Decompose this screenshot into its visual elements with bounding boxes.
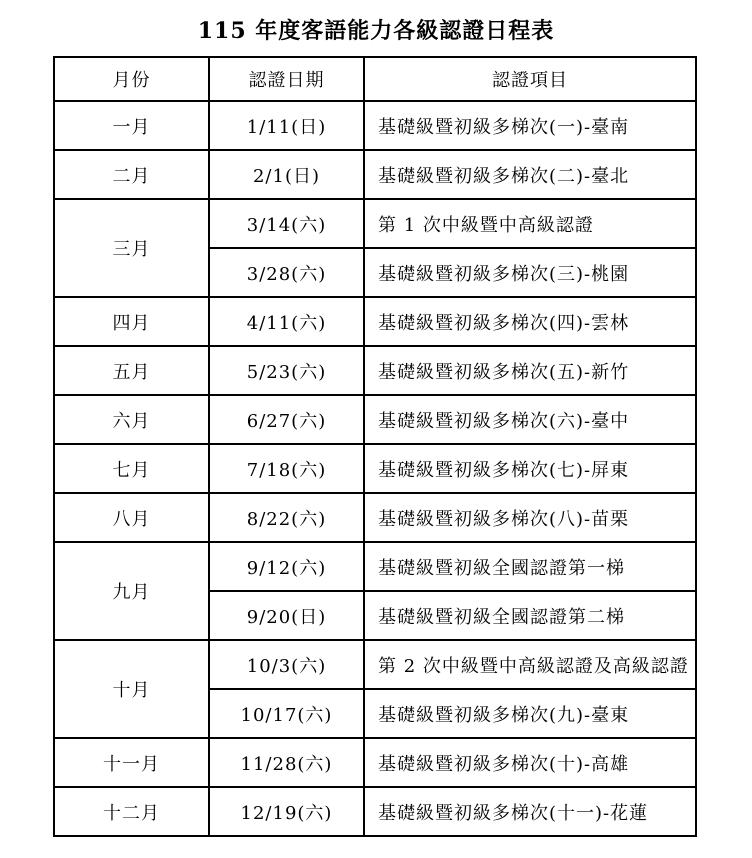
month-cell: 一月	[54, 101, 209, 150]
item-cell: 基礎級暨初級多梯次(四)-雲林	[364, 297, 696, 346]
date-cell: 9/20(日)	[209, 591, 364, 640]
month-cell: 三月	[54, 199, 209, 297]
item-cell: 基礎級暨初級全國認證第一梯	[364, 542, 696, 591]
date-cell: 10/3(六)	[209, 640, 364, 689]
date-cell: 5/23(六)	[209, 346, 364, 395]
month-cell: 十月	[54, 640, 209, 738]
col-header-date: 認證日期	[209, 57, 364, 101]
month-cell: 四月	[54, 297, 209, 346]
table-row	[54, 101, 696, 150]
col-header-item: 認證項目	[364, 57, 696, 101]
table-row	[54, 150, 696, 199]
table-row	[54, 297, 696, 346]
date-cell: 3/14(六)	[209, 199, 364, 248]
table-row	[54, 738, 696, 787]
item-cell: 基礎級暨初級多梯次(二)-臺北	[364, 150, 696, 199]
item-cell: 基礎級暨初級多梯次(十)-高雄	[364, 738, 696, 787]
date-cell: 10/17(六)	[209, 689, 364, 738]
date-cell: 7/18(六)	[209, 444, 364, 493]
col-header-month: 月份	[54, 57, 209, 101]
table-row	[54, 493, 696, 542]
month-cell: 十二月	[54, 787, 209, 836]
page-title: 115 年度客語能力各級認證日程表	[197, 18, 555, 44]
item-cell: 基礎級暨初級多梯次(五)-新竹	[364, 346, 696, 395]
date-cell: 12/19(六)	[209, 787, 364, 836]
date-cell: 11/28(六)	[209, 738, 364, 787]
item-cell: 第 2 次中級暨中高級認證及高級認證	[364, 640, 696, 689]
month-cell: 七月	[54, 444, 209, 493]
item-cell: 基礎級暨初級多梯次(六)-臺中	[364, 395, 696, 444]
month-cell: 二月	[54, 150, 209, 199]
table-header-row	[54, 57, 696, 101]
table-row	[54, 199, 696, 248]
item-cell: 基礎級暨初級多梯次(一)-臺南	[364, 101, 696, 150]
table-row	[54, 787, 696, 836]
table-row	[54, 346, 696, 395]
month-cell: 九月	[54, 542, 209, 640]
table-row	[54, 395, 696, 444]
certification-schedule-table	[53, 56, 697, 837]
date-cell: 1/11(日)	[209, 101, 364, 150]
date-cell: 6/27(六)	[209, 395, 364, 444]
item-cell: 基礎級暨初級多梯次(十一)-花蓮	[364, 787, 696, 836]
month-cell: 八月	[54, 493, 209, 542]
date-cell: 8/22(六)	[209, 493, 364, 542]
item-cell: 基礎級暨初級全國認證第二梯	[364, 591, 696, 640]
item-cell: 第 1 次中級暨中高級認證	[364, 199, 696, 248]
month-cell: 十一月	[54, 738, 209, 787]
month-cell: 五月	[54, 346, 209, 395]
date-cell: 9/12(六)	[209, 542, 364, 591]
item-cell: 基礎級暨初級多梯次(八)-苗栗	[364, 493, 696, 542]
item-cell: 基礎級暨初級多梯次(七)-屏東	[364, 444, 696, 493]
month-cell: 六月	[54, 395, 209, 444]
item-cell: 基礎級暨初級多梯次(三)-桃園	[364, 248, 696, 297]
table-row	[54, 640, 696, 689]
table-row	[54, 444, 696, 493]
date-cell: 3/28(六)	[209, 248, 364, 297]
date-cell: 4/11(六)	[209, 297, 364, 346]
item-cell: 基礎級暨初級多梯次(九)-臺東	[364, 689, 696, 738]
table-row	[54, 542, 696, 591]
date-cell: 2/1(日)	[209, 150, 364, 199]
